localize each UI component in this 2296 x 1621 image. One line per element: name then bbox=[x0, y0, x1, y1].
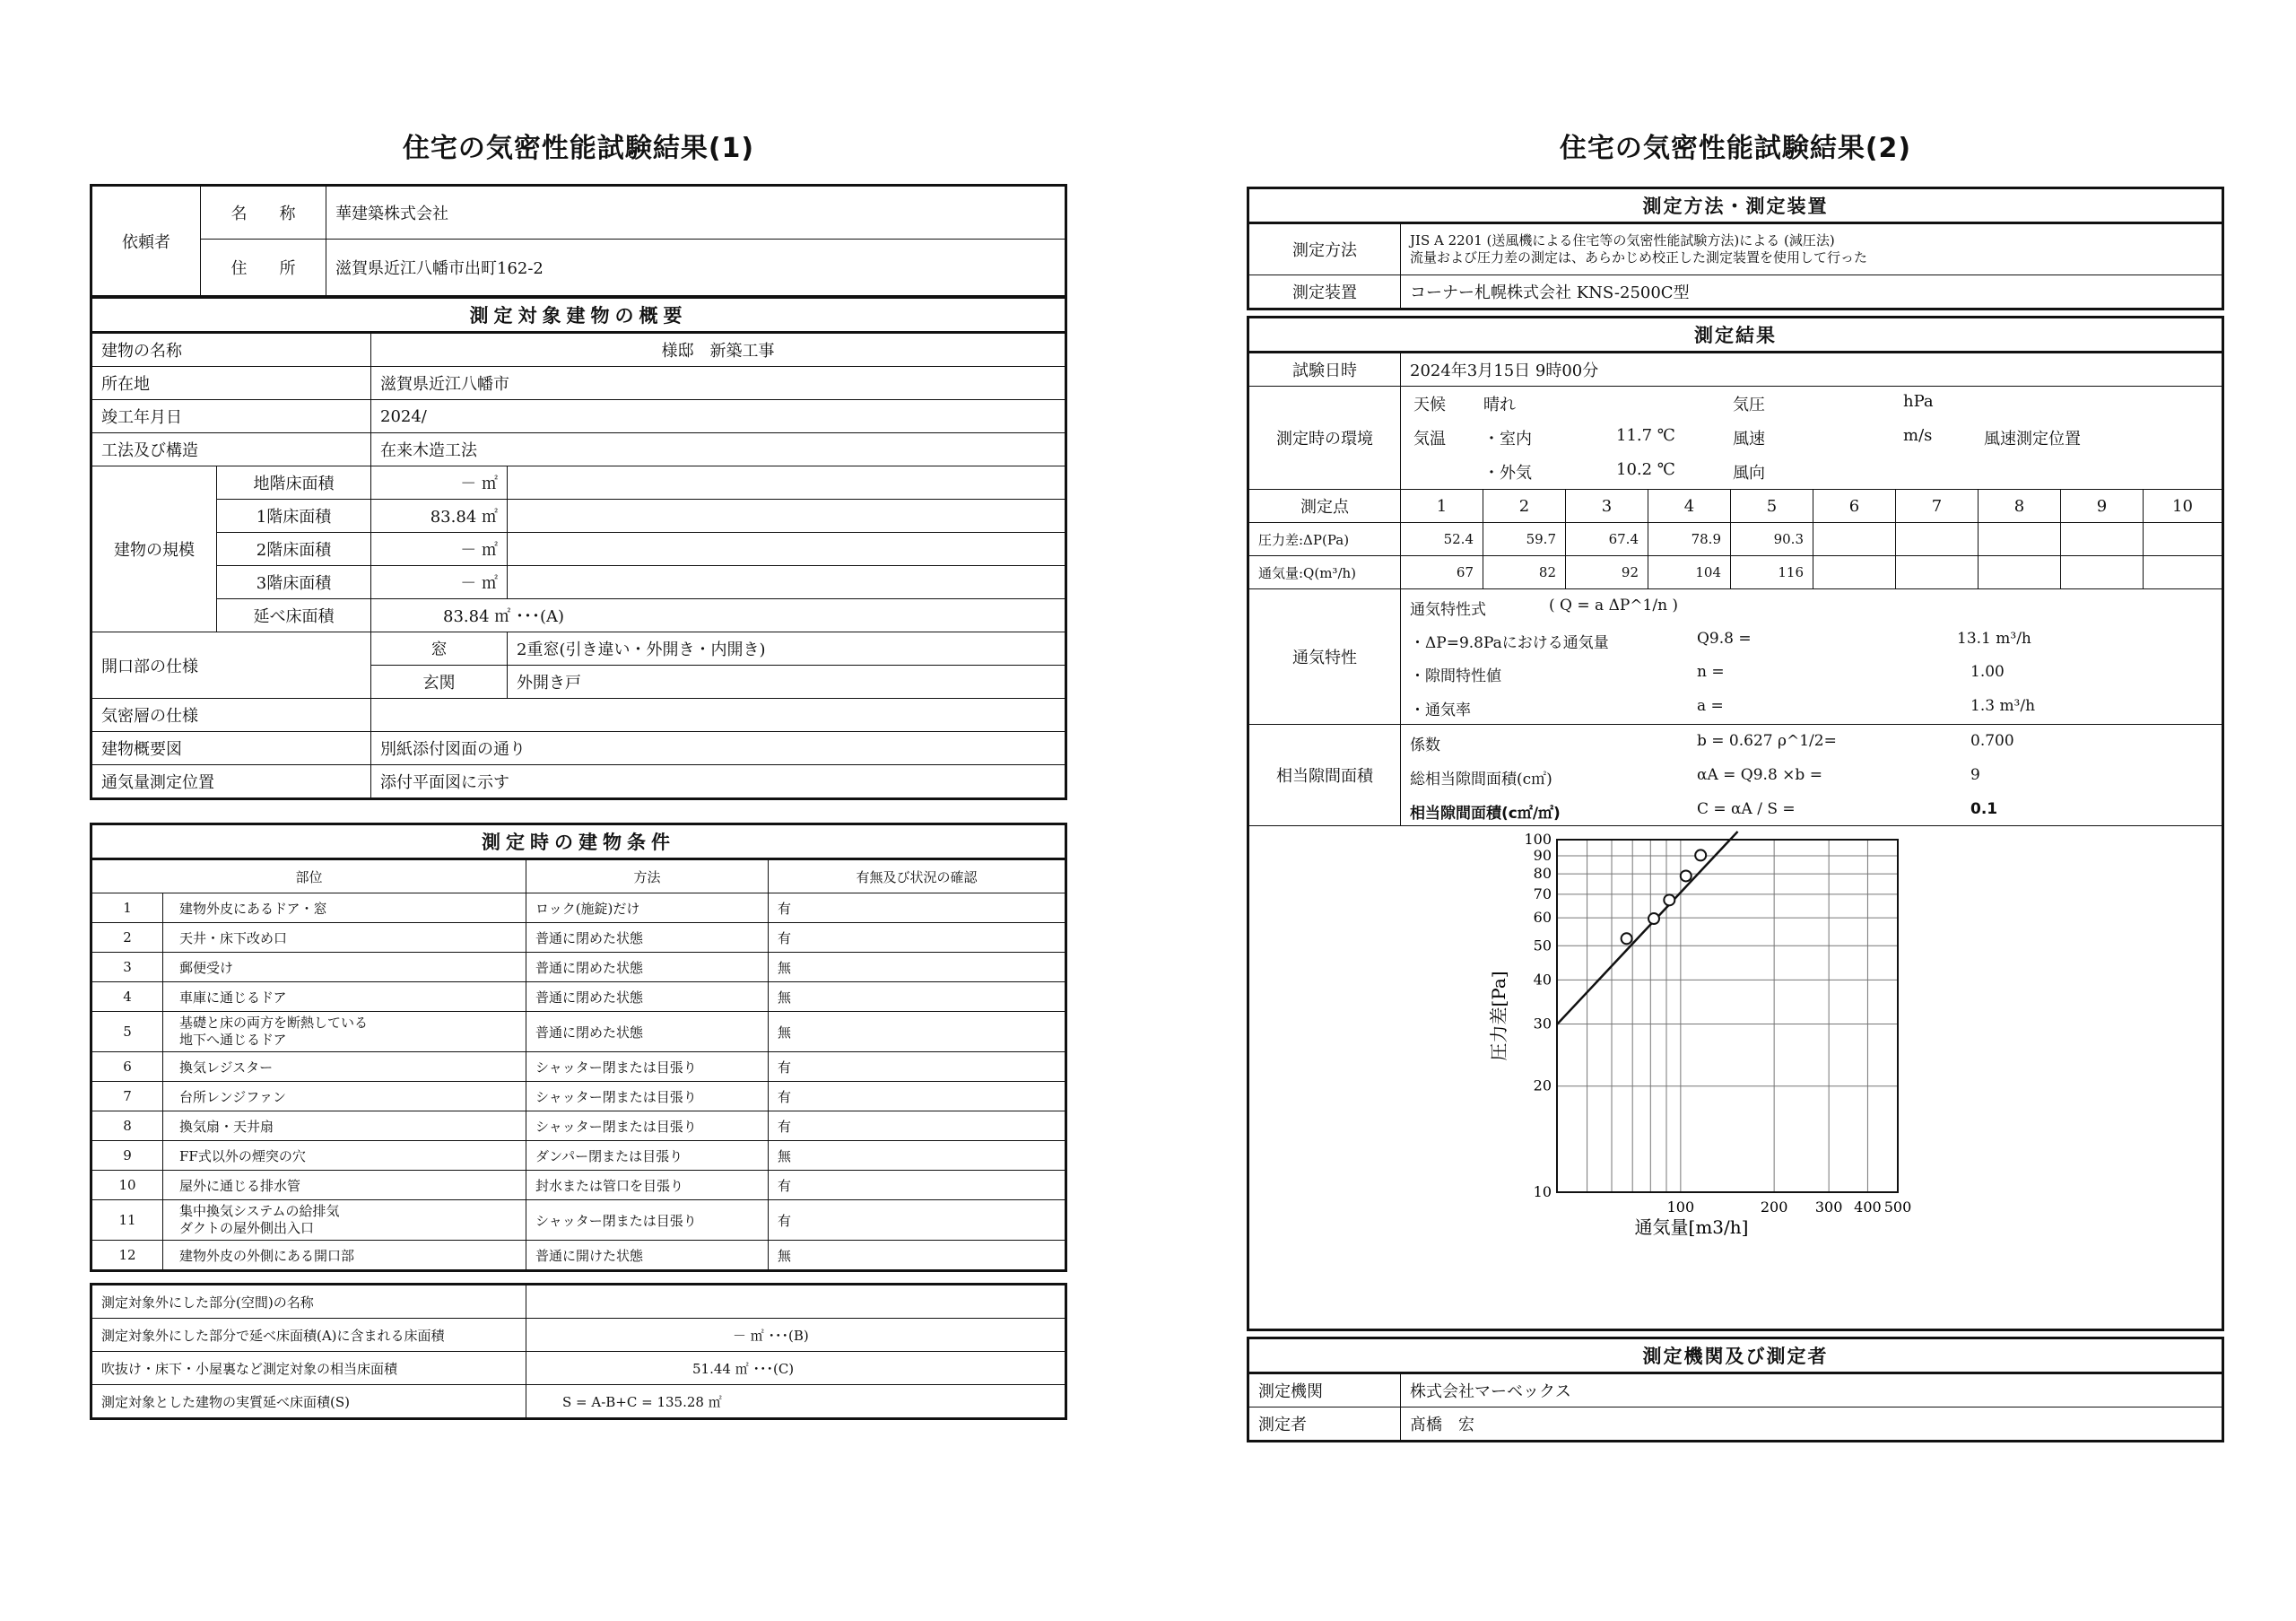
org-table bbox=[1247, 1337, 2224, 1442]
q98-label: ・ΔP=9.8Paにおける通気量 bbox=[1410, 634, 1609, 652]
location: 滋賀県近江八幡市 bbox=[371, 367, 1066, 400]
window-label: 窓 bbox=[371, 632, 508, 666]
method-header: 測定方法・測定装置 bbox=[1248, 188, 2223, 223]
dp-cell: 59.7 bbox=[1483, 523, 1566, 556]
condition-method: シャッター閉または目張り bbox=[526, 1082, 769, 1111]
footer-label: 吹抜け・床下・小屋裏など測定対象の相当床面積 bbox=[91, 1352, 526, 1385]
condition-part bbox=[163, 1200, 526, 1241]
condition-part-line: 建物外皮の外側にある開口部 bbox=[179, 1247, 355, 1264]
condition-part bbox=[163, 1012, 526, 1052]
condition-part bbox=[163, 893, 526, 923]
q-label: 通気量:Q(m³/h) bbox=[1248, 556, 1401, 589]
data-point bbox=[1622, 933, 1632, 944]
condition-no: 9 bbox=[91, 1141, 163, 1171]
floor-value: － ㎡ bbox=[371, 533, 508, 566]
dp-cell: 67.4 bbox=[1566, 523, 1648, 556]
points-row bbox=[1248, 490, 2223, 523]
condition-no: 8 bbox=[91, 1111, 163, 1141]
condition-row bbox=[91, 1200, 1066, 1241]
person-name: 髙橋 宏 bbox=[1401, 1407, 2223, 1442]
results-header: 測定結果 bbox=[1248, 318, 2223, 353]
q-cell bbox=[2061, 556, 2144, 589]
method-line-2: 流量および圧力差の測定は、あらかじめ校正した測定装置を使用して行った bbox=[1410, 249, 1868, 266]
condition-no: 12 bbox=[91, 1241, 163, 1271]
x-tick-label: 100 bbox=[1666, 1198, 1695, 1216]
coef-label: 係数 bbox=[1410, 736, 1440, 754]
footer-table bbox=[90, 1283, 1067, 1420]
condition-row bbox=[91, 893, 1066, 923]
condition-status: 有 bbox=[769, 893, 1066, 923]
client-label: 依頼者 bbox=[91, 186, 201, 297]
condition-method: ロック(施錠)だけ bbox=[526, 893, 769, 923]
point-cell: 5 bbox=[1731, 490, 1813, 523]
outdoor-label: ・外気 bbox=[1483, 464, 1532, 483]
y-tick-label: 30 bbox=[1533, 1015, 1552, 1033]
condition-row bbox=[91, 1012, 1066, 1052]
org-name: 株式会社マーベックス bbox=[1401, 1373, 2223, 1407]
point-cell: 10 bbox=[2144, 490, 2223, 523]
plot-frame bbox=[1557, 840, 1898, 1192]
condition-no: 11 bbox=[91, 1200, 163, 1241]
total-gap-value: 9 bbox=[1970, 766, 1980, 784]
q98-value: 13.1 m³/h bbox=[1957, 630, 2031, 648]
condition-status: 有 bbox=[769, 1082, 1066, 1111]
page1-title: 住宅の気密性能試験結果(1) bbox=[402, 133, 755, 164]
points-label: 測定点 bbox=[1248, 490, 1401, 523]
condition-status: 無 bbox=[769, 953, 1066, 982]
y-axis-label: 圧力差[Pa] bbox=[1488, 971, 1509, 1061]
y-tick-label: 10 bbox=[1533, 1183, 1552, 1200]
floor-label: 3階床面積 bbox=[217, 566, 371, 599]
client-table bbox=[90, 184, 1067, 298]
footer-label: 測定対象外にした部分(空間)の名称 bbox=[91, 1285, 526, 1319]
y-tick-label: 20 bbox=[1533, 1076, 1552, 1094]
floor-label: 2階床面積 bbox=[217, 533, 371, 566]
env-block bbox=[1401, 387, 2222, 489]
condition-part-line: 台所レンジファン bbox=[179, 1088, 286, 1105]
n-value: 1.00 bbox=[1970, 663, 2005, 681]
dp-cell bbox=[1979, 523, 2061, 556]
data-point bbox=[1681, 870, 1692, 881]
point-cell: 4 bbox=[1648, 490, 1731, 523]
condition-part bbox=[163, 1141, 526, 1171]
temp-label: 気温 bbox=[1413, 430, 1446, 449]
dp-cell: 78.9 bbox=[1648, 523, 1731, 556]
floor-value: 83.84 ㎡ ･･･(A) bbox=[371, 599, 1066, 632]
env-label: 測定時の環境 bbox=[1248, 387, 1401, 490]
condition-part-line: FF式以外の煙突の穴 bbox=[179, 1147, 306, 1164]
condition-status: 無 bbox=[769, 1141, 1066, 1171]
col-status: 有無及び状況の確認 bbox=[769, 859, 1066, 893]
char-block bbox=[1401, 589, 2222, 724]
condition-status: 有 bbox=[769, 1052, 1066, 1082]
condition-method: 封水または管口を目張り bbox=[526, 1171, 769, 1200]
condition-no: 10 bbox=[91, 1171, 163, 1200]
gap-label: 相当隙間面積 bbox=[1248, 725, 1401, 826]
condition-part bbox=[163, 1052, 526, 1082]
col-method: 方法 bbox=[526, 859, 769, 893]
fit-line bbox=[1557, 832, 1738, 1024]
condition-method: 普通に閉めた状態 bbox=[526, 923, 769, 953]
condition-row bbox=[91, 982, 1066, 1012]
formula: ( Q = a ΔP^1/n ) bbox=[1549, 597, 1679, 614]
condition-part bbox=[163, 1111, 526, 1141]
q-cell: 82 bbox=[1483, 556, 1566, 589]
floor-label: 延べ床面積 bbox=[217, 599, 371, 632]
condition-part-line: ダクトの屋外側出入口 bbox=[179, 1220, 315, 1236]
condition-status: 無 bbox=[769, 1241, 1066, 1271]
footer-value: － ㎡ ･･･(B) bbox=[526, 1319, 1066, 1352]
point-cell: 8 bbox=[1979, 490, 2061, 523]
total-gap-formula: αA = Q9.8 ×b = bbox=[1697, 766, 1822, 784]
condition-part-line: 郵便受け bbox=[179, 959, 234, 976]
person-label: 測定者 bbox=[1248, 1407, 1401, 1442]
a-value: 1.3 m³/h bbox=[1970, 697, 2036, 715]
dp-cell bbox=[2144, 523, 2223, 556]
floor-label: 地階床面積 bbox=[217, 466, 371, 500]
col-part: 部位 bbox=[91, 859, 526, 893]
method-table bbox=[1247, 187, 2224, 310]
condition-status: 無 bbox=[769, 1012, 1066, 1052]
point-cell: 1 bbox=[1401, 490, 1483, 523]
condition-row bbox=[91, 1082, 1066, 1111]
x-tick-label: 400 bbox=[1854, 1198, 1882, 1216]
building-name: 様邸 新築工事 bbox=[371, 333, 1066, 367]
method: 在来木造工法 bbox=[371, 433, 1066, 466]
indoor-label: ・室内 bbox=[1483, 430, 1532, 449]
condition-part-line: 換気扇・天井扇 bbox=[179, 1118, 274, 1135]
q-cell: 116 bbox=[1731, 556, 1813, 589]
data-point bbox=[1695, 850, 1706, 860]
page2-title: 住宅の気密性能試験結果(2) bbox=[1559, 133, 1912, 164]
point-cell: 6 bbox=[1813, 490, 1896, 523]
q-cell: 104 bbox=[1648, 556, 1731, 589]
airtight-spec bbox=[371, 699, 1066, 732]
q98-symbol: Q9.8 = bbox=[1697, 630, 1752, 648]
pressure-label: 気圧 bbox=[1733, 396, 1765, 414]
conditions-table bbox=[90, 823, 1067, 1272]
condition-part-line: 建物外皮にあるドア・窓 bbox=[179, 900, 327, 917]
window-spec: 2重窓(引き違い・外開き・内開き) bbox=[508, 632, 1066, 666]
floor-value: 83.84 ㎡ bbox=[371, 500, 508, 533]
n-symbol: n = bbox=[1697, 663, 1725, 681]
floor-label: 1階床面積 bbox=[217, 500, 371, 533]
y-tick-label: 40 bbox=[1533, 971, 1552, 989]
condition-part-line: 屋外に通じる排水管 bbox=[179, 1177, 301, 1194]
a-symbol: a = bbox=[1697, 697, 1724, 715]
q-cell bbox=[1896, 556, 1979, 589]
condition-row bbox=[91, 923, 1066, 953]
y-tick-label: 100 bbox=[1524, 831, 1552, 848]
indoor-temp: 11.7 ℃ bbox=[1616, 426, 1675, 445]
condition-no: 2 bbox=[91, 923, 163, 953]
results-table bbox=[1247, 316, 2224, 1331]
c-value-label: 相当隙間面積(c㎡/㎡) bbox=[1410, 805, 1561, 823]
condition-row bbox=[91, 953, 1066, 982]
gap-block bbox=[1401, 725, 2222, 825]
condition-no: 4 bbox=[91, 982, 163, 1012]
weather-label: 天候 bbox=[1413, 396, 1446, 414]
footer-value: S = A-B+C = 135.28 ㎡ bbox=[526, 1385, 1066, 1419]
condition-status: 有 bbox=[769, 1200, 1066, 1241]
condition-method: シャッター閉または目張り bbox=[526, 1052, 769, 1082]
scale-label: 建物の規模 bbox=[91, 466, 217, 632]
opening-label: 開口部の仕様 bbox=[91, 632, 371, 699]
outdoor-temp: 10.2 ℃ bbox=[1616, 460, 1675, 479]
data-point bbox=[1664, 894, 1674, 905]
method-label: 測定方法 bbox=[1248, 223, 1401, 275]
flow-pos: 添付平面図に示す bbox=[371, 765, 1066, 799]
airtight-label: 気密層の仕様 bbox=[91, 699, 371, 732]
footer-label: 測定対象外にした部分で延べ床面積(A)に含まれる床面積 bbox=[91, 1319, 526, 1352]
condition-part-line: 集中換気システムの給排気 bbox=[179, 1203, 340, 1219]
condition-no: 1 bbox=[91, 893, 163, 923]
q-row bbox=[1248, 556, 2223, 589]
x-tick-label: 200 bbox=[1760, 1198, 1788, 1216]
completion-label: 竣工年月日 bbox=[91, 400, 371, 433]
condition-status: 無 bbox=[769, 982, 1066, 1012]
wind-dir-label: 風向 bbox=[1733, 464, 1765, 483]
weather: 晴れ bbox=[1483, 396, 1516, 414]
y-tick-label: 90 bbox=[1533, 846, 1552, 864]
footer-value: 51.44 ㎡ ･･･(C) bbox=[526, 1352, 1066, 1385]
condition-part-line: 天井・床下改め口 bbox=[179, 929, 288, 946]
drawing: 別紙添付図面の通り bbox=[371, 732, 1066, 765]
condition-row bbox=[91, 1141, 1066, 1171]
dp-label: 圧力差:ΔP(Pa) bbox=[1248, 523, 1401, 556]
char-label: 通気特性 bbox=[1248, 589, 1401, 725]
point-cell: 7 bbox=[1896, 490, 1979, 523]
condition-part-line: 車庫に通じるドア bbox=[179, 989, 287, 1006]
point-cell: 3 bbox=[1566, 490, 1648, 523]
x-tick-label: 300 bbox=[1814, 1198, 1843, 1216]
y-tick-label: 60 bbox=[1533, 909, 1552, 927]
org-header: 測定機関及び測定者 bbox=[1248, 1338, 2223, 1373]
condition-method: シャッター閉または目張り bbox=[526, 1111, 769, 1141]
condition-status: 有 bbox=[769, 1171, 1066, 1200]
condition-no: 7 bbox=[91, 1082, 163, 1111]
condition-part bbox=[163, 1241, 526, 1271]
entrance-spec: 外開き戸 bbox=[508, 666, 1066, 699]
device-label: 測定装置 bbox=[1248, 275, 1401, 309]
point-cell: 9 bbox=[2061, 490, 2144, 523]
condition-no: 6 bbox=[91, 1052, 163, 1082]
formula-label: 通気特性式 bbox=[1410, 601, 1486, 619]
date-label: 試験日時 bbox=[1248, 353, 1401, 387]
client-address: 滋賀県近江八幡市出町162-2 bbox=[326, 240, 1066, 297]
client-name-label: 名 称 bbox=[201, 186, 326, 240]
c-formula: C = αA / S = bbox=[1697, 800, 1796, 818]
pressure-flow-chart bbox=[1249, 826, 2223, 1329]
condition-part bbox=[163, 1082, 526, 1111]
dp-row bbox=[1248, 523, 2223, 556]
wind-unit: m/s bbox=[1903, 426, 1933, 445]
c-value: 0.1 bbox=[1970, 800, 1998, 818]
y-tick-label: 50 bbox=[1533, 937, 1552, 954]
condition-status: 有 bbox=[769, 923, 1066, 953]
entrance-label: 玄関 bbox=[371, 666, 508, 699]
building-table bbox=[90, 296, 1067, 800]
coef-value: 0.700 bbox=[1970, 732, 2014, 750]
condition-row bbox=[91, 1052, 1066, 1082]
condition-row bbox=[91, 1241, 1066, 1271]
x-tick-label: 500 bbox=[1883, 1198, 1912, 1216]
condition-method: シャッター閉または目張り bbox=[526, 1200, 769, 1241]
pressure-unit: hPa bbox=[1903, 392, 1934, 411]
drawing-label: 建物概要図 bbox=[91, 732, 371, 765]
method-label: 工法及び構造 bbox=[91, 433, 371, 466]
condition-part bbox=[163, 1171, 526, 1200]
condition-method: 普通に閉めた状態 bbox=[526, 982, 769, 1012]
condition-method: 普通に閉めた状態 bbox=[526, 1012, 769, 1052]
completion: 2024/ bbox=[371, 400, 1066, 433]
wind-speed-label: 風速 bbox=[1733, 430, 1765, 449]
building-name-label: 建物の名称 bbox=[91, 333, 371, 367]
condition-status: 有 bbox=[769, 1111, 1066, 1141]
conditions-body bbox=[91, 893, 1066, 1271]
condition-part bbox=[163, 982, 526, 1012]
condition-part-line: 換気レジスター bbox=[179, 1059, 274, 1076]
q-cell bbox=[1813, 556, 1896, 589]
flow-pos-label: 通気量測定位置 bbox=[91, 765, 371, 799]
wind-pos-label: 風速測定位置 bbox=[1984, 430, 2081, 449]
location-label: 所在地 bbox=[91, 367, 371, 400]
dp-cell bbox=[2061, 523, 2144, 556]
client-address-label: 住 所 bbox=[201, 240, 326, 297]
data-point bbox=[1648, 913, 1659, 924]
dp-cell bbox=[1896, 523, 1979, 556]
q-cell: 67 bbox=[1401, 556, 1483, 589]
floor-value: － ㎡ bbox=[371, 566, 508, 599]
condition-row bbox=[91, 1111, 1066, 1141]
a-label: ・通気率 bbox=[1410, 702, 1471, 719]
condition-method: 普通に開けた状態 bbox=[526, 1241, 769, 1271]
condition-part-line: 地下へ通じるドア bbox=[179, 1032, 287, 1048]
org-label: 測定機関 bbox=[1248, 1373, 1401, 1407]
q-cell bbox=[1979, 556, 2061, 589]
footer-label: 測定対象とした建物の実質延べ床面積(S) bbox=[91, 1385, 526, 1419]
q-cell bbox=[2144, 556, 2223, 589]
condition-method: 普通に閉めた状態 bbox=[526, 953, 769, 982]
dp-cell: 52.4 bbox=[1401, 523, 1483, 556]
y-tick-label: 70 bbox=[1533, 885, 1552, 902]
n-label: ・隙間特性値 bbox=[1410, 667, 1501, 685]
test-date: 2024年3月15日 9時00分 bbox=[1401, 353, 2223, 387]
method-line-1: JIS A 2201 (送風機による住宅等の気密性能試験方法)による (減圧法) bbox=[1410, 232, 1835, 248]
dp-cell: 90.3 bbox=[1731, 523, 1813, 556]
client-name: 華建築株式会社 bbox=[326, 186, 1066, 240]
footer-value bbox=[526, 1285, 1066, 1319]
condition-no: 5 bbox=[91, 1012, 163, 1052]
point-cell: 2 bbox=[1483, 490, 1566, 523]
condition-part bbox=[163, 923, 526, 953]
dp-cell bbox=[1813, 523, 1896, 556]
coef-formula: b = 0.627 ρ^1/2= bbox=[1697, 732, 1837, 750]
overview-header: 測定対象建物の概要 bbox=[91, 298, 1066, 333]
conditions-header: 測定時の建物条件 bbox=[91, 824, 1066, 859]
device: コーナー札幌株式会社 KNS-2500C型 bbox=[1401, 275, 2223, 309]
condition-no: 3 bbox=[91, 953, 163, 982]
condition-method: ダンパー閉または目張り bbox=[526, 1141, 769, 1171]
floor-value: － ㎡ bbox=[371, 466, 508, 500]
q-cell: 92 bbox=[1566, 556, 1648, 589]
condition-part-line: 基礎と床の両方を断熱している bbox=[179, 1015, 369, 1031]
x-axis-label: 通気量[m3/h] bbox=[1634, 1216, 1749, 1238]
total-gap-label: 総相当隙間面積(c㎡) bbox=[1410, 771, 1552, 789]
condition-row bbox=[91, 1171, 1066, 1200]
condition-part bbox=[163, 953, 526, 982]
chart-cell bbox=[1248, 826, 2223, 1330]
y-tick-label: 80 bbox=[1533, 865, 1552, 883]
